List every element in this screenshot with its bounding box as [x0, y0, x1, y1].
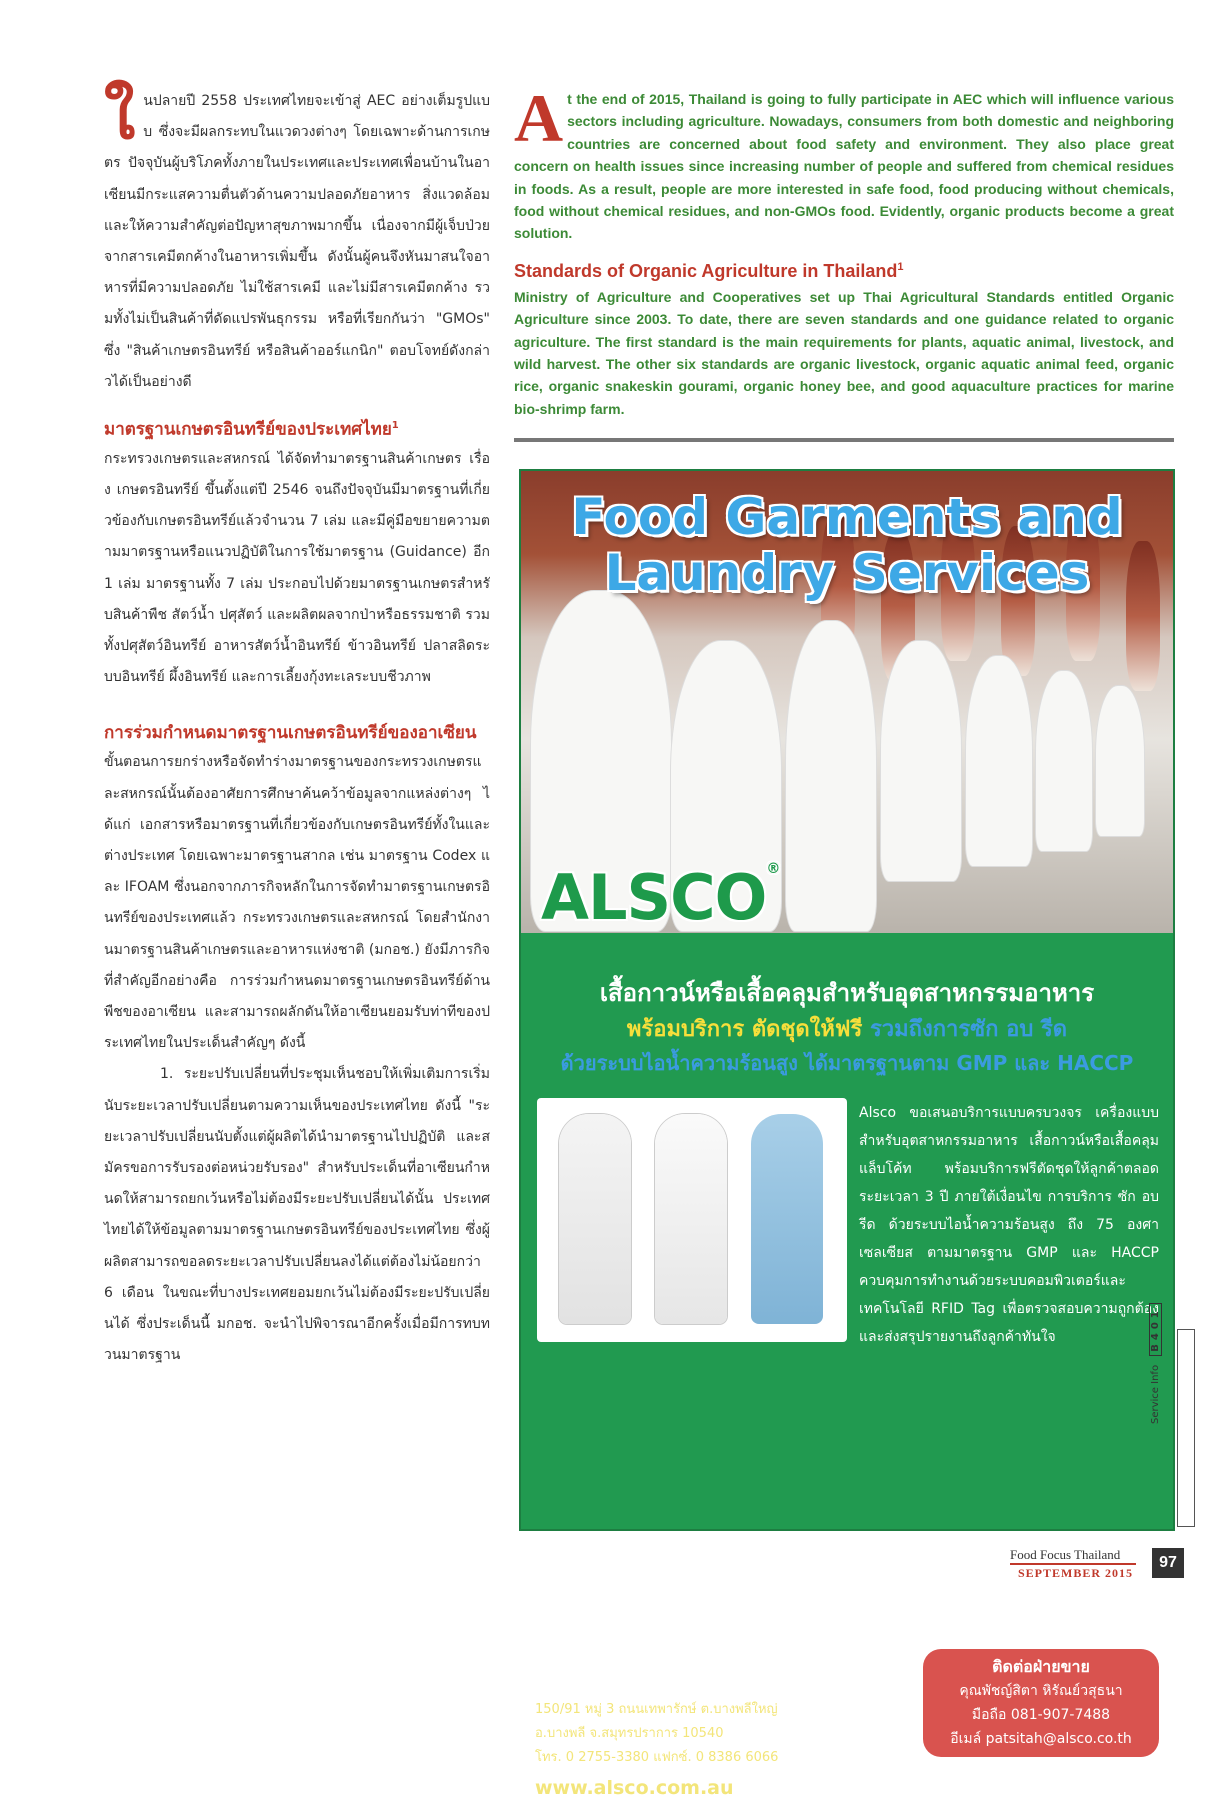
worker-figure: [1096, 686, 1144, 836]
english-standards-paragraph: Ministry of Agriculture and Cooperatives set up Thai Agricultural Standards entitled Organic Agriculture since 2003. To date, there are seven standards and one guidance related to organic agriculture. The first standard is the main requirements for plants, aquatic animal, livestock, and wild harvest. The other six standards are organic livestock, organic aquatic animal feed, organic rice, organic snakeskin gourami, organic honey bee, and good aquaculture practices for marine bio-shrimp farm.: [514, 288, 1174, 417]
english-intro-paragraph: [514, 80, 1174, 245]
service-info-label: [1150, 1264, 1166, 1424]
ad-thai-standard: ด้วยระบบไอน้ำความร้อนสูง ได้มาตรฐานตาม GMP และ HACCP: [560, 1051, 1134, 1075]
ad-laundry-service: รวมถึงการซัก อบ รีด: [862, 1017, 1068, 1042]
english-heading-footnote: 1: [897, 260, 904, 273]
thai-asean-paragraph: ขั้นตอนการยกร่างหรือจัดทำร่างมาตรฐานของกระทรวงเกษตรและสหกรณ์นั้นต้องอาศัยการศึกษาค้นคว้าข้อมูลจากแหล่งต่างๆ ได้แก่ เอกสารหรือมาตรฐานที่เกี่ยวข้องกับเกษตรอินทรีย์ทั้งในและต่างประเทศ โดยเฉพาะมาตรฐานสากล เช่น มาตรฐาน Codex และ IFOAM ซึ่งนอกจากภารกิจหลักในการจัดทำมาตรฐานเกษตรอินทรีย์ของประเทศแล้ว กระทรวงเกษตรและสหกรณ์ โดยสำนักงานมาตรฐานสินค้าเกษตรและอาหารแห่งชาติ (มกอช.) ยังมีภารกิจที่สำคัญอีกอย่างคือ การร่วมกำหนดมาตรฐานเกษตรอินทรีย์ด้านพืชของอาเซียน และสามารถผลักดันให้อาเซียนยอมรับท่าทีของประเทศไทยในประเด็นสำคัญๆ ดังนี้: [104, 754, 490, 1052]
english-heading-standards: [514, 261, 1174, 282]
thai-intro-paragraph: [104, 79, 490, 398]
thai-transition-paragraph: 1. ระยะปรับเปลี่ยนที่ประชุมเห็นชอบให้เพิ่มเติมการเริ่มนับระยะเวลาปรับเปลี่ยนตามความเห็นของประเทศไทย ดังนี้ "ระยะเวลาปรับเปลี่ยนนับตั้งแต่ผู้ผลิตได้นำมาตรฐานไปปฏิบัติ และสมัครขอการรับรองต่อหน่วยรับรอง" สำหรับประเด็นที่อาเซียนกำหนดให้สามารถยกเว้นหรือไม่ต้องมีระยะปรับเปลี่ยนได้นั้น ประเทศไทยได้ให้ข้อมูลตามมาตรฐานเกษตรอินทรีย์ของประเทศไทย ซึ่งผู้ผลิตสามารถขอลดระยะเวลาปรับเปลี่ยนลงได้แต่ต้องไม่น้อยกว่า 6 เดือน ในขณะที่บางประเทศยอมยกเว้นไม่ต้องมีระยะปรับเปลี่ยนได้ ซึ่งประเด็นนี้ มกอช. จะนำไปพิจารณาอีกครั้งเมื่อมีการทบทวนมาตรฐาน: [104, 1066, 490, 1364]
company-phone: โทร. 0 2755-3380 แฟกซ์. 0 8386 6066: [535, 1750, 779, 1765]
company-name: บริษัท อัลส์โก เท็กซ์ไทล์ เซอร์วิส จำกัด: [535, 1675, 818, 1695]
english-intro-text: t the end of 2015, Thailand is going to fully participate in AEC which will influence various sectors including agriculture. Nowadays, consumers from both domestic and neighboring countries are concerned about food safety and environment. They also place great concern on health issues since increasing number of people and suffered from chemical residues in foods. As a result, people are more interested in safe food, food producing without chemicals, food without chemical residues, and non-GMOs food. Evidently, organic products become a great solution.: [514, 91, 1174, 242]
worker-figure: [786, 621, 876, 931]
worker-figure: [1036, 671, 1092, 851]
section-divider: [514, 438, 1174, 442]
service-info-text: Service Info: [1150, 1364, 1161, 1424]
issue-date: SEPTEMBER 2015: [1018, 1566, 1134, 1580]
alsco-logo-text: ALSCO: [541, 861, 767, 934]
worker-figure: [881, 641, 961, 881]
magazine-name: Food Focus Thailand: [1010, 1547, 1121, 1562]
ad-headline-line2: Laundry Services: [604, 544, 1090, 602]
service-info-tag: [1177, 1329, 1195, 1527]
ad-thai-offer: [521, 1011, 1173, 1046]
ad-free-tailoring: พร้อมบริการ ตัดชุดให้ฟรี: [626, 1017, 863, 1042]
registered-mark: ®: [766, 861, 780, 877]
contact-email[interactable]: อีเมล์ patsitah@alsco.co.th: [950, 1731, 1132, 1747]
ad-headline-line1: Food Garments and: [571, 488, 1123, 546]
company-address-2: อ.บางพลี จ.สมุทรปราการ 10540: [535, 1726, 724, 1741]
contact-name: คุณพัชญ์สิตา หิรัณย์วสุธนา: [959, 1683, 1123, 1699]
worker-figure: [966, 656, 1032, 866]
sales-contact-box: [923, 1649, 1159, 1757]
thai-standards-paragraph: กระทรวงเกษตรและสหกรณ์ ได้จัดทำมาตรฐานสินค้าเกษตร เรื่อง เกษตรอินทรีย์ ขึ้นตั้งแต่ปี 2546 จนถึงปัจจุบันมีมาตรฐานที่เกี่ยวข้องกับเกษตรอินทรีย์แล้วจำนวน 7 เล่ม และมีคู่มือขยายความตามมาตรฐานหรือแนวปฏิบัติในการใช้มาตรฐาน (Guidance) อีก 1 เล่ม มาตรฐานทั้ง 7 เล่ม ประกอบไปด้วยมาตรฐานเกษตรสำหรับสินค้าพืช สัตว์น้ำ ปศุสัตว์ และผลิตผลจากป่าหรือธรรมชาติ รวมทั้งปศุสัตว์อินทรีย์ อาหารสัตว์น้ำอินทรีย์ ข้าวอินทรีย์ ปลาสลิดระบบอินทรีย์ ผึ้งอินทรีย์ และการเลี้ยงกุ้งทะเลระบบชีวภาพ: [104, 450, 490, 686]
company-address-1: 150/91 หมู่ 3 ถนนเทพารักษ์ ต.บางพลีใหญ่: [535, 1702, 778, 1717]
thai-heading-asean: การร่วมกำหนดมาตรฐานเกษตรอินทรีย์ของอาเซียน: [104, 723, 477, 744]
thai-article: [104, 79, 490, 1371]
ad-description: Alsco ขอเสนอบริการแบบครบวงจร เครื่องแบบสำหรับอุตสาหกรรมอาหาร เสื้อกาวน์หรือเสื้อคลุม แล็บโค้ท พร้อมบริการฟรีตัดชุดให้ลูกค้าตลอดระยะเวลา 3 ปี ภายใต้เงื่อนไข การบริการ ซัก อบ รีด ด้วยระบบไอน้ำความร้อนสูง ถึง 75 องศาเซลเซียส ตามมาตรฐาน GMP และ HACCP ควบคุมการทำงานด้วยระบบคอมพิวเตอร์และเทคโนโลยี RFID Tag เพื่อตรวจสอบความถูกต้องและส่งสรุปรายงานถึงลูกค้าทันใจ: [859, 1105, 1159, 1345]
blue-coverall: [751, 1114, 823, 1324]
ad-headline: [521, 489, 1173, 601]
thai-heading-footnote: 1: [391, 420, 399, 432]
garments-photo: [537, 1098, 847, 1342]
white-coverall: [559, 1114, 631, 1324]
english-drop-cap: A: [514, 80, 564, 156]
company-website[interactable]: www.alsco.com.au: [535, 1777, 734, 1799]
service-info-code: B401: [1149, 1303, 1162, 1356]
page-number: 97: [1152, 1548, 1184, 1578]
english-article: [514, 80, 1174, 420]
contact-title: ติดต่อฝ่ายขาย: [992, 1657, 1090, 1676]
ad-thai-headline: เสื้อกาวน์หรือเสื้อคลุมสำหรับอุตสาหกรรมอาหาร: [599, 979, 1095, 1007]
thai-heading-standards: [104, 412, 490, 444]
thai-heading-standards-text: มาตรฐานเกษตรอินทรีย์ของประเทศไทย: [104, 419, 392, 440]
english-heading-text: Standards of Organic Agriculture in Thailand: [514, 260, 898, 281]
footer-rule: [1010, 1563, 1136, 1565]
white-coverall: [655, 1114, 727, 1324]
alsco-logo: [541, 861, 779, 934]
contact-mobile: มือถือ 081-907-7488: [971, 1707, 1111, 1723]
thai-drop-cap: ใ: [104, 79, 136, 154]
thai-intro-text: นปลายปี 2558 ประเทศไทยจะเข้าสู่ AEC อย่างเต็มรูปแบบ ซึ่งจะมีผลกระทบในแวดวงต่างๆ โดยเฉพาะด้านการเกษตร ปัจจุบันผู้บริโภคทั้งภายในประเทศและประเทศเพื่อนบ้านในอาเซียนมีกระแสความตื่นตัวด้านความปลอดภัยอาหาร สิ่งแวดล้อม และให้ความสำคัญต่อปัญหาสุขภาพมากขึ้น เนื่องจากมีผู้เจ็บป่วยจากสารเคมีตกค้างในอาหารเพิ่มขึ้น ดังนั้นผู้คนจึงหันมาสนใจอาหารที่มีความปลอดภัย ไม่ใช้สารเคมี และไม่มีสารเคมีตกค้าง รวมทั้งไม่เป็นสินค้าที่ดัดแปรพันธุกรรม หรือที่เรียกกันว่า "GMOs" ซึ่ง "สินค้าเกษตรอินทรีย์ หรือสินค้าออร์แกนิก" ตอบโจทย์ดังกล่าวได้เป็นอย่างดี: [104, 93, 490, 390]
